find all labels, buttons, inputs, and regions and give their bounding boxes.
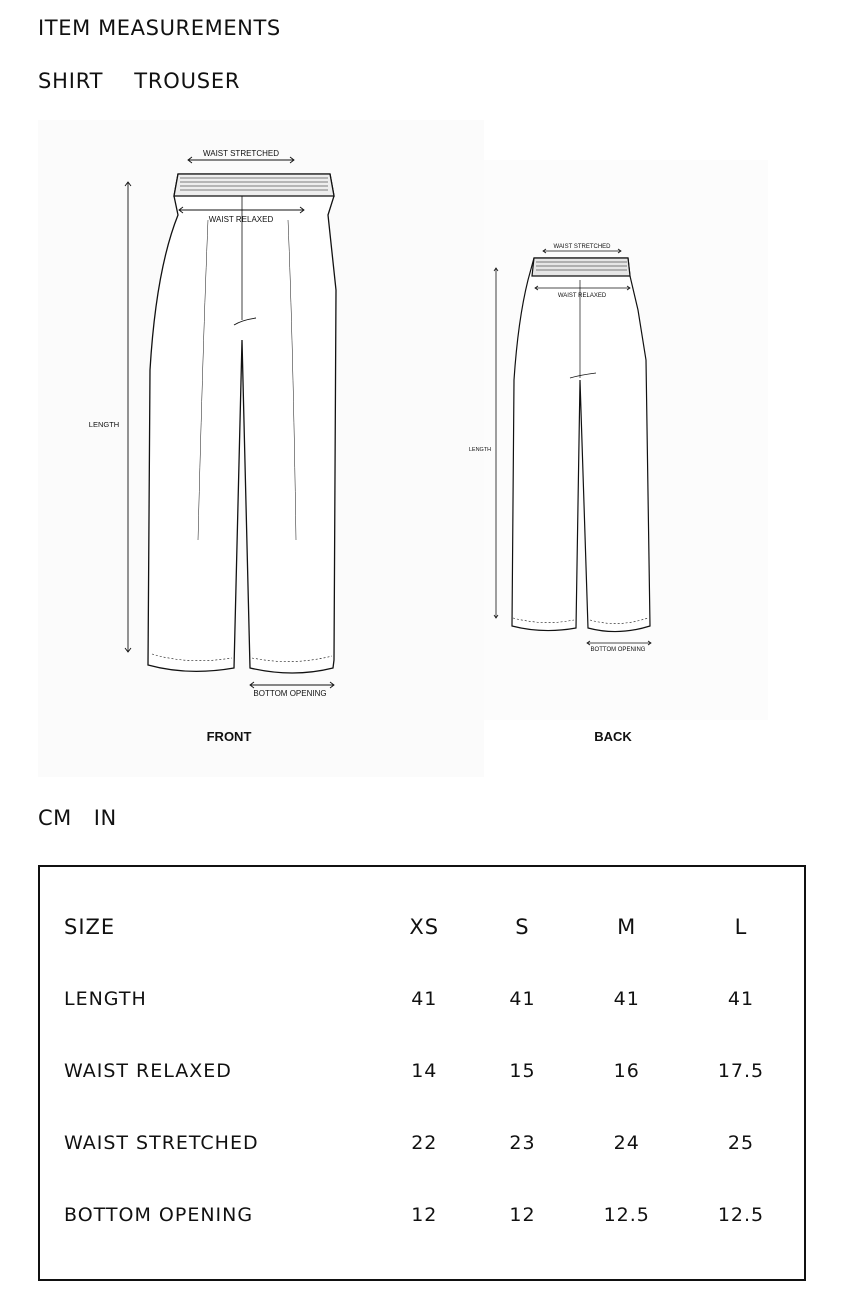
- table-cell: 41: [411, 988, 438, 1010]
- table-cell: 41: [509, 988, 536, 1010]
- front-waist-relaxed-label: WAIST RELAXED: [208, 215, 274, 224]
- table-cell: 41: [727, 988, 755, 1010]
- table-cell: 14: [411, 1060, 438, 1082]
- size-table: [64, 891, 804, 1251]
- back-bottom-opening-label: BOTTOM OPENING: [590, 647, 646, 653]
- table-cell: 12.5: [717, 1204, 765, 1226]
- table-cell: 16: [613, 1060, 640, 1082]
- table-cell: 23: [509, 1132, 536, 1154]
- back-waist-stretched-label: WAIST STRETCHED: [553, 244, 611, 250]
- front-length-label: LENGTH: [88, 420, 120, 429]
- table-cell: 22: [411, 1132, 438, 1154]
- unit-cm-button[interactable]: CM: [38, 806, 72, 830]
- table-cell: 12: [411, 1204, 438, 1226]
- table-row: [64, 1107, 804, 1179]
- page-title: ITEM MEASUREMENTS: [38, 16, 281, 40]
- trouser-measurement-diagram: [38, 120, 768, 777]
- header-m: M: [617, 915, 637, 939]
- table-row: [64, 1179, 804, 1251]
- table-cell: 25: [727, 1132, 755, 1154]
- row-label: WAIST RELAXED: [64, 1060, 232, 1082]
- unit-toggle: [38, 806, 117, 830]
- table-row: [64, 1035, 804, 1107]
- table-cell: 41: [613, 988, 640, 1010]
- back-caption: BACK: [594, 729, 632, 744]
- header-xs: XS: [409, 915, 440, 939]
- row-label: WAIST STRETCHED: [64, 1132, 259, 1154]
- back-waist-relaxed-label: WAIST RELAXED: [557, 293, 607, 299]
- tab-shirt[interactable]: SHIRT: [38, 69, 104, 93]
- garment-tabs: [38, 69, 240, 93]
- table-header-row: [64, 891, 804, 963]
- table-cell: 24: [613, 1132, 640, 1154]
- table-cell: 15: [509, 1060, 536, 1082]
- front-caption: FRONT: [206, 729, 252, 744]
- table-cell: 12: [509, 1204, 536, 1226]
- table-cell: 12.5: [603, 1204, 650, 1226]
- table-cell: 17.5: [717, 1060, 765, 1082]
- size-table-container: [38, 865, 806, 1281]
- table-row: [64, 963, 804, 1035]
- front-bottom-opening-label: BOTTOM OPENING: [253, 689, 327, 698]
- tab-trouser[interactable]: TROUSER: [134, 69, 241, 93]
- row-label: LENGTH: [64, 988, 147, 1010]
- unit-in-button[interactable]: IN: [93, 806, 117, 830]
- row-label: BOTTOM OPENING: [64, 1204, 254, 1226]
- back-length-label: LENGTH: [468, 447, 492, 453]
- header-size: SIZE: [64, 915, 116, 939]
- header-s: S: [515, 915, 530, 939]
- front-waist-stretched-label: WAIST STRETCHED: [202, 149, 280, 158]
- header-l: L: [734, 915, 748, 939]
